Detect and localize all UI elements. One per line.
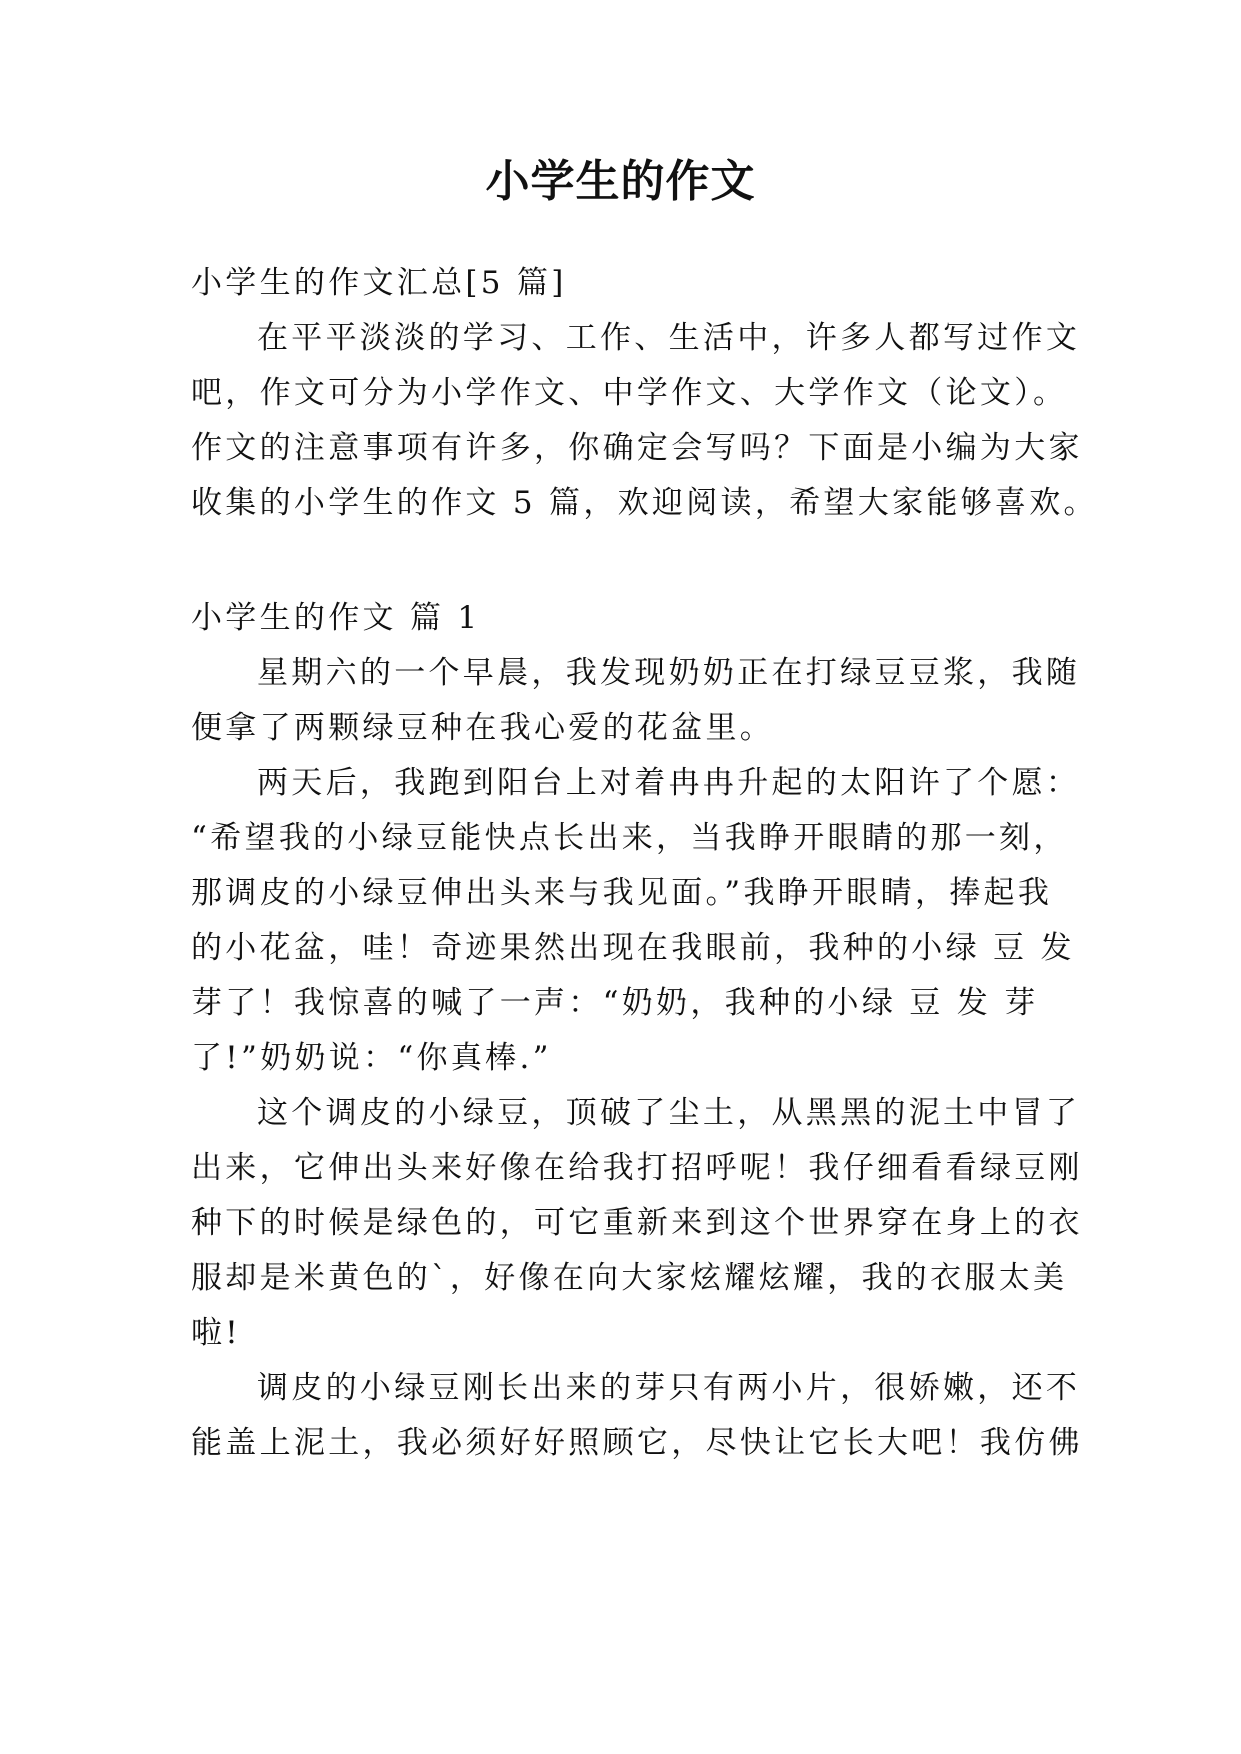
intro-line: 在平平淡淡的学习、工作、生活中，许多人都写过作文 — [257, 320, 1081, 356]
body-line: 啦! — [191, 1315, 242, 1351]
intro-line: 收集的小学生的作文 5 篇，欢迎阅读，希望大家能够喜欢。 — [191, 485, 1098, 521]
body-line: “希望我的小绿豆能快点长出来，当我睁开眼睛的那一刻， — [191, 820, 1068, 856]
body-line: 服却是米黄色的`，好像在向大家炫耀炫耀，我的衣服太美 — [191, 1260, 1068, 1296]
body-line: 的小花盆，哇！奇迹果然出现在我眼前，我种的小绿 豆 发 — [191, 930, 1075, 966]
document-subtitle: 小学生的作文汇总[5 篇] — [191, 265, 567, 301]
body-line: 这个调皮的小绿豆，顶破了尘土，从黑黑的泥土中冒了 — [257, 1095, 1081, 1131]
body-line: 芽了！我惊喜的喊了一声：“奶奶，我种的小绿 豆 发 芽 — [191, 985, 1039, 1021]
intro-line: 作文的注意事项有许多，你确定会写吗？下面是小编为大家 — [191, 430, 1083, 466]
body-line: 了!”奶奶说：“你真棒.” — [191, 1040, 552, 1076]
section-heading: 小学生的作文 篇 1 — [191, 600, 481, 636]
body-line: 星期六的一个早晨，我发现奶奶正在打绿豆豆浆，我随 — [257, 655, 1081, 691]
body-line: 调皮的小绿豆刚长出来的芽只有两小片，很娇嫩，还不 — [257, 1370, 1081, 1406]
intro-line: 吧，作文可分为小学作文、中学作文、大学作文（论文）。 — [191, 375, 1068, 411]
body-line: 便拿了两颗绿豆种在我心爱的花盆里。 — [191, 710, 775, 746]
body-line: 两天后，我跑到阳台上对着冉冉升起的太阳许了个愿： — [257, 765, 1081, 801]
body-line: 那调皮的小绿豆伸出头来与我见面。”我睁开眼睛，捧起我 — [191, 875, 1053, 911]
body-line: 能盖上泥土，我必须好好照顾它，尽快让它长大吧！我仿佛 — [191, 1425, 1083, 1461]
body-line: 出来，它伸出头来好像在给我打招呼呢！我仔细看看绿豆刚 — [191, 1150, 1083, 1186]
body-line: 种下的时候是绿色的，可它重新来到这个世界穿在身上的衣 — [191, 1205, 1083, 1241]
page-title: 小学生的作文 — [485, 156, 756, 207]
